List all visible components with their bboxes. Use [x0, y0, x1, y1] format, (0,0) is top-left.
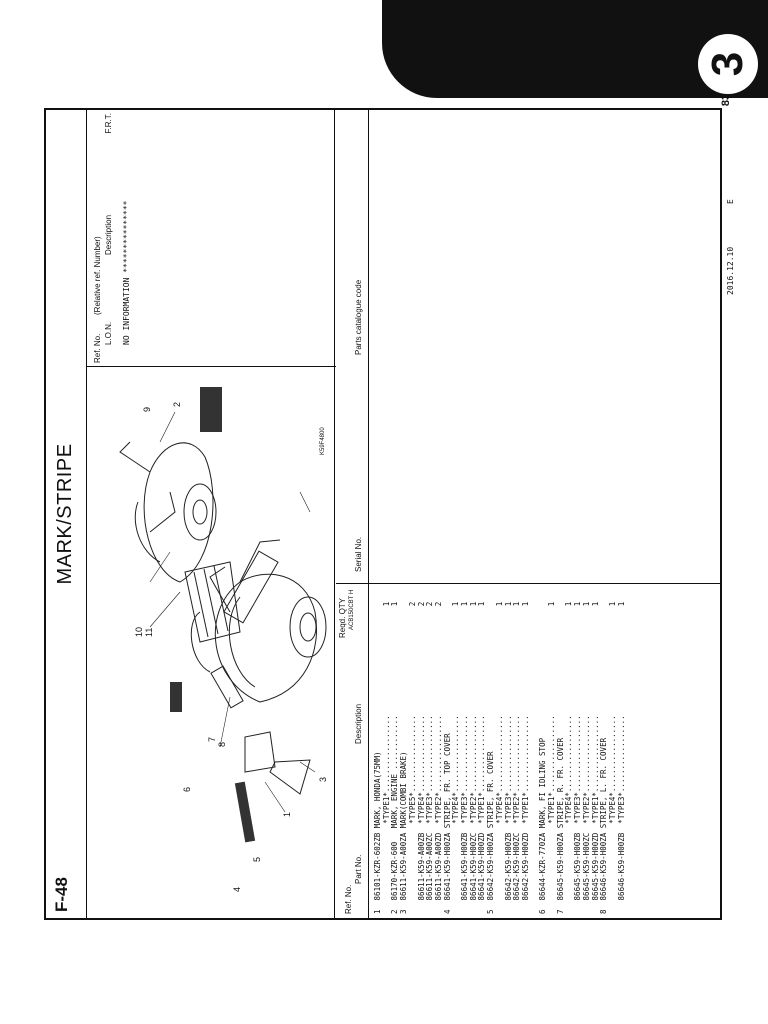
qty-list: [374, 594, 626, 614]
reqd-qty-header: Reqd. QTY: [338, 597, 347, 638]
callout-6: 6: [182, 786, 192, 792]
parts-list: [374, 614, 626, 914]
serial-no-header: Serial No.: [354, 536, 363, 572]
part-row: 3 86611-K59-A00ZA MARK(COMBI BRAKE): [399, 751, 409, 914]
part-row: *TYPE5*.................: [407, 715, 417, 914]
part-row: 8 86646-K59-H00ZA STRIPE, L. FR. COVER: [599, 737, 609, 914]
section-number: 3: [698, 34, 758, 94]
part-row: *TYPE1*.................: [547, 715, 557, 914]
callout-5: 5: [252, 856, 262, 862]
part-row: *TYPE4*.................: [564, 715, 574, 914]
callout-4: 4: [232, 886, 242, 892]
catalogue-code-header: Parts catalogue code: [354, 279, 363, 355]
part-row: 4 86641-K59-H00ZA STRIPE, FR. TOP COVER: [442, 733, 452, 914]
part-row: 86611-K59-A00ZD *TYPE2*.................: [433, 715, 443, 914]
part-qty: 1: [581, 601, 591, 607]
part-qty: 1: [468, 601, 478, 607]
parts-illustration: [90, 367, 334, 912]
callout-11: 11: [144, 627, 154, 637]
callout-7: 7: [207, 736, 217, 742]
part-row: 7 86645-K59-H00ZA STRIPE, R. FR. COVER: [555, 737, 565, 914]
no-information: NO INFORMATION ***************: [122, 200, 131, 345]
part-qty: 2: [425, 601, 435, 607]
part-row: 86641-K59-H00ZC *TYPE2*.................: [468, 715, 478, 914]
catalogue-page: [44, 108, 735, 920]
part-qty: 2: [433, 601, 443, 607]
page-header: [44, 108, 87, 920]
edition: E: [726, 199, 735, 204]
page-title: MARK/STRIPE: [54, 443, 76, 585]
callout-2: 2: [172, 401, 182, 407]
description-header: Description: [354, 703, 363, 744]
callout-9: 9: [142, 406, 152, 412]
part-row: 6 86644-KZR-770ZA MARK, FI IDLING STOP: [538, 737, 548, 914]
illustration-code: K59F4800: [320, 427, 326, 455]
part-no-header: Part No.: [354, 854, 363, 884]
part-row: 86611-K59-A00ZC *TYPE3*.................: [425, 715, 435, 914]
list-header: [336, 108, 368, 920]
part-qty: 1: [390, 601, 400, 607]
divider: [334, 108, 335, 920]
part-row: 5 86642-K59-H00ZA STRIPE, FR. COVER: [486, 751, 496, 914]
part-row: *TYPE4*.................: [607, 715, 617, 914]
part-row: *TYPE4*.................: [451, 715, 461, 914]
info-panel: [88, 109, 334, 367]
divider: [336, 583, 722, 584]
ref-no-label: Ref. No.: [93, 333, 102, 363]
part-qty: 1: [607, 601, 617, 607]
callout-10: 10: [134, 626, 144, 637]
ref-no-header: Ref. No.: [344, 884, 353, 914]
part-row: 86611-K59-A00ZB *TYPE4*.................: [416, 715, 426, 914]
part-row: 86642-K59-H00ZD *TYPE1*.................: [520, 715, 530, 914]
relative-ref-label: (Relative ref. Number): [93, 236, 102, 315]
frt-label: F.R.T.: [104, 113, 113, 134]
callout-1: 1: [282, 811, 292, 817]
part-qty: 2: [416, 601, 426, 607]
part-qty: 1: [547, 601, 557, 607]
figure-code: F-48: [52, 877, 71, 912]
part-qty: 1: [573, 601, 583, 607]
model-header: ACB150CBT H: [349, 589, 355, 630]
part-row: 86645-K59-H00ZC *TYPE2*.................: [581, 715, 591, 914]
part-qty: 1: [520, 601, 530, 607]
part-qty: 1: [477, 601, 487, 607]
part-row: 86642-K59-H00ZB *TYPE3*.................: [503, 715, 513, 914]
section-tab: [382, 0, 768, 98]
part-row: 86641-K59-H00ZD *TYPE1*.................: [477, 715, 487, 914]
description-label: Description: [104, 214, 113, 255]
part-row: 1 86101-KZR-602ZB MARK, HONDA(75MM): [373, 751, 382, 914]
part-row: 2 86170-KZR-600 MARK, ENGINE ............: [390, 715, 400, 914]
part-qty: 1: [451, 601, 461, 607]
part-row: 86641-K59-H00ZB *TYPE3*.................: [460, 715, 470, 914]
part-row: *TYPE4*.................: [494, 715, 504, 914]
lon-label: L.O.N.: [104, 321, 113, 345]
divider: [368, 108, 369, 920]
print-date: 2016.12.10: [726, 246, 735, 295]
part-qty: 1: [564, 601, 574, 607]
callout-3: 3: [318, 776, 328, 782]
part-row: 86645-K59-H00ZB *TYPE3*.................: [573, 715, 583, 914]
page-number: 83: [720, 93, 732, 107]
part-row: 86646-K59-H00ZB *TYPE3*.................: [616, 715, 626, 914]
part-row: 86642-K59-H00ZC *TYPE2*.................: [512, 715, 522, 914]
part-row: *TYPE1*.................: [381, 715, 391, 914]
callout-8: 8: [217, 741, 227, 747]
part-qty: 1: [590, 601, 600, 607]
part-qty: 2: [407, 601, 417, 607]
part-qty: 1: [512, 601, 522, 607]
part-qty: 1: [494, 601, 504, 607]
part-qty: 1: [503, 601, 513, 607]
part-qty: 1: [616, 601, 626, 607]
part-qty: 1: [460, 601, 470, 607]
part-row: 86645-K59-H00ZD *TYPE1*.................: [590, 715, 600, 914]
part-qty: 1: [381, 601, 391, 607]
